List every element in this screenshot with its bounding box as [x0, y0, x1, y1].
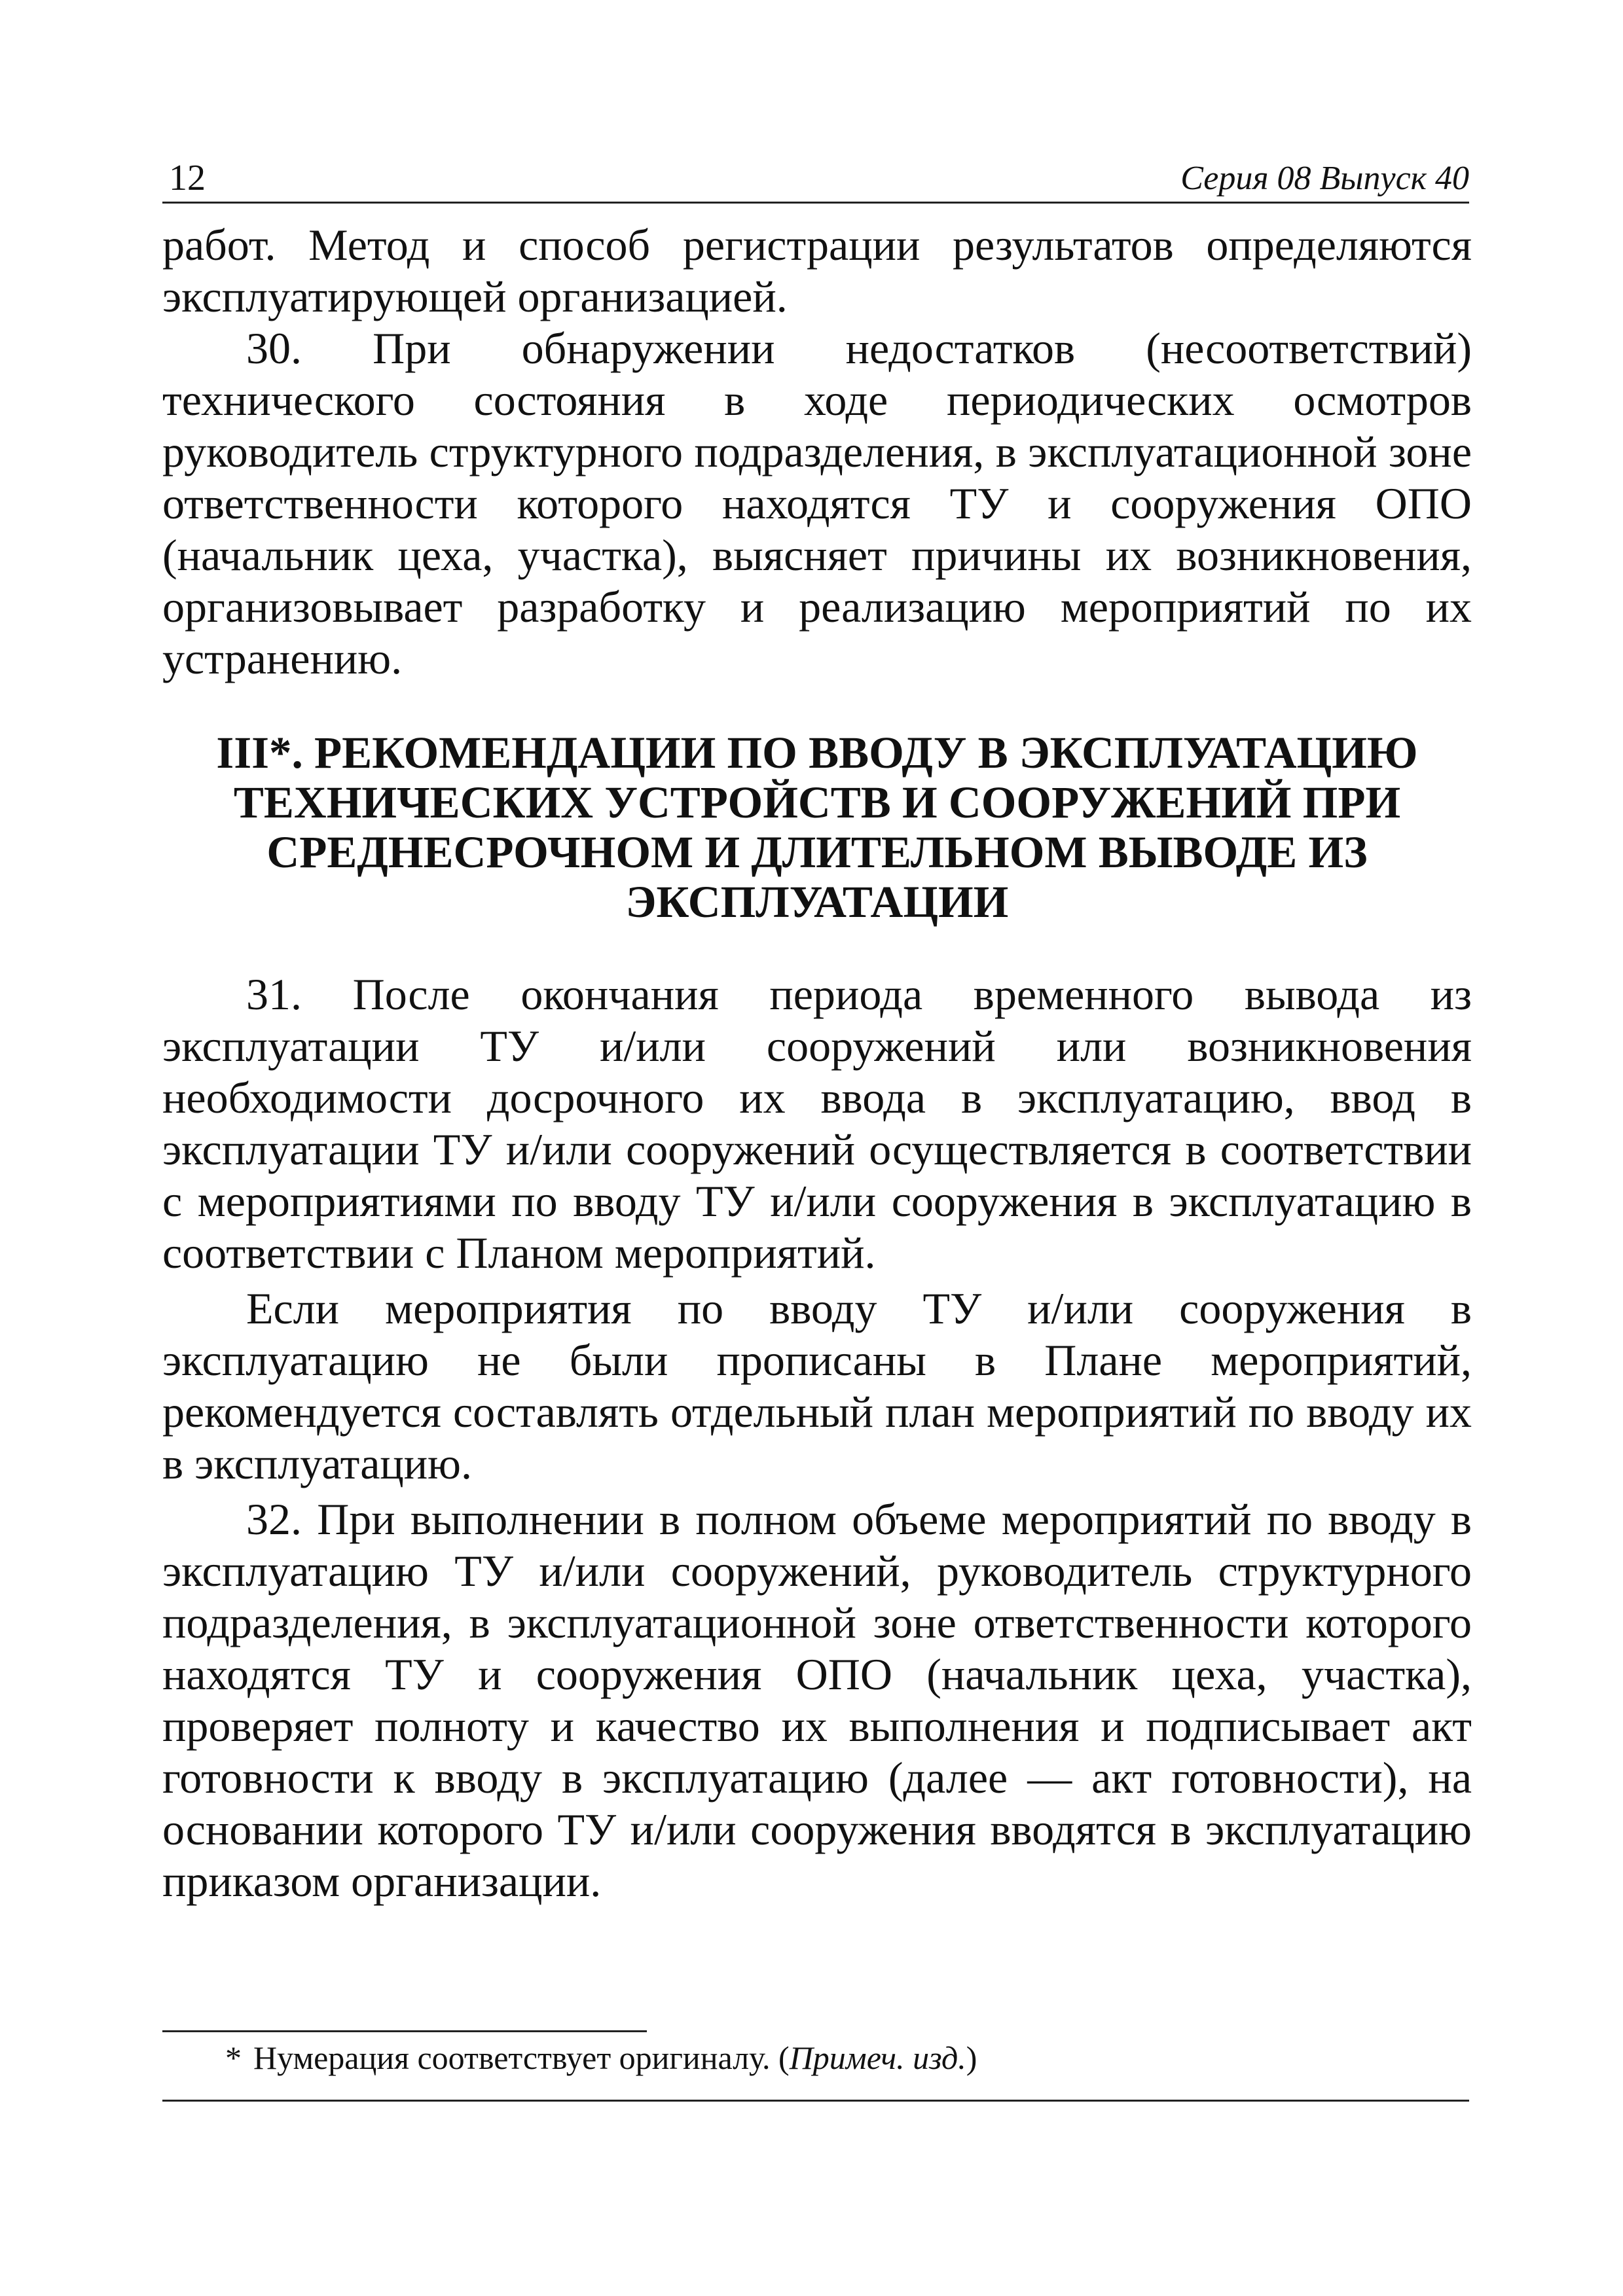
heading-line: ЭКСПЛУАТАЦИИ — [625, 877, 1009, 927]
heading-line: III*. РЕКОМЕНДАЦИИ ПО ВВОДУ В ЭКСПЛУАТАЦИЮ — [216, 728, 1418, 778]
section-body — [162, 969, 1472, 1911]
footnote-text: Нумерация соответствует оригиналу. ( — [253, 2039, 790, 2076]
paragraph-31-note: Если мероприятия по вводу ТУ и/или сооружения в эксплуатацию не были прописаны в Плане мероприятий, рекомендуется составлять отдельный план мероприятий по вводу их в эксплуатацию. — [162, 1283, 1472, 1488]
paragraph-31: 31. После окончания периода временного вывода из эксплуатации ТУ и/или сооружений или возникновения необходимости досрочного их ввода в эксплуатацию, ввод в эксплуатации ТУ и/или сооружений осуществляется в соответствии с мероприятиями по вводу ТУ и/или сооружения в эксплуатацию в соответствии с Планом мероприятий. — [162, 969, 1472, 1278]
running-head — [162, 149, 1469, 204]
footnote — [162, 2037, 1472, 2079]
series-title: Серия 08 Выпуск 40 — [1180, 160, 1469, 197]
page-number: 12 — [169, 158, 206, 198]
section-heading — [162, 728, 1472, 927]
paragraph-32: 32. При выполнении в полном объеме мероприятий по вводу в эксплуатацию ТУ и/или сооружений, руководитель структурного подразделения, в эксплуатационной зоне ответственности которого находятся ТУ и сооружения ОПО (начальник цеха, участка), проверяет полноту и качество их выполнения и подписывает акт готовности к вводу в эксплуатацию (далее — акт готовности), на основании которого ТУ и/или сооружения вводятся в эксплуатацию приказом организации. — [162, 1494, 1472, 1906]
footnote-note: Примеч. изд. — [789, 2039, 966, 2076]
heading-line: СРЕДНЕСРОЧНОМ И ДЛИТЕЛЬНОМ ВЫВОДЕ ИЗ — [266, 827, 1368, 877]
bottom-rule — [162, 2100, 1469, 2102]
heading-line: ТЕХНИЧЕСКИХ УСТРОЙСТВ И СООРУЖЕНИЙ ПРИ — [233, 778, 1401, 827]
footnote-mark: * — [225, 2039, 242, 2076]
body-text-top — [162, 219, 1472, 685]
footnote-separator — [162, 2030, 647, 2032]
footnote-close: ) — [966, 2039, 977, 2076]
paragraph-continuation: работ. Метод и способ регистрации результатов определяются эксплуатирующей организацией. — [162, 220, 1472, 321]
paragraph-30: 30. При обнаружении недостатков (несоответствий) технического состояния в ходе периодических осмотров руководитель структурного подразделения, в эксплуатационной зоне ответственности которого находятся ТУ и сооружения ОПО (начальник цеха, участка), выясняет причины их возникновения, организовывает разработку и реализацию мероприятий по их устранению. — [162, 323, 1472, 683]
